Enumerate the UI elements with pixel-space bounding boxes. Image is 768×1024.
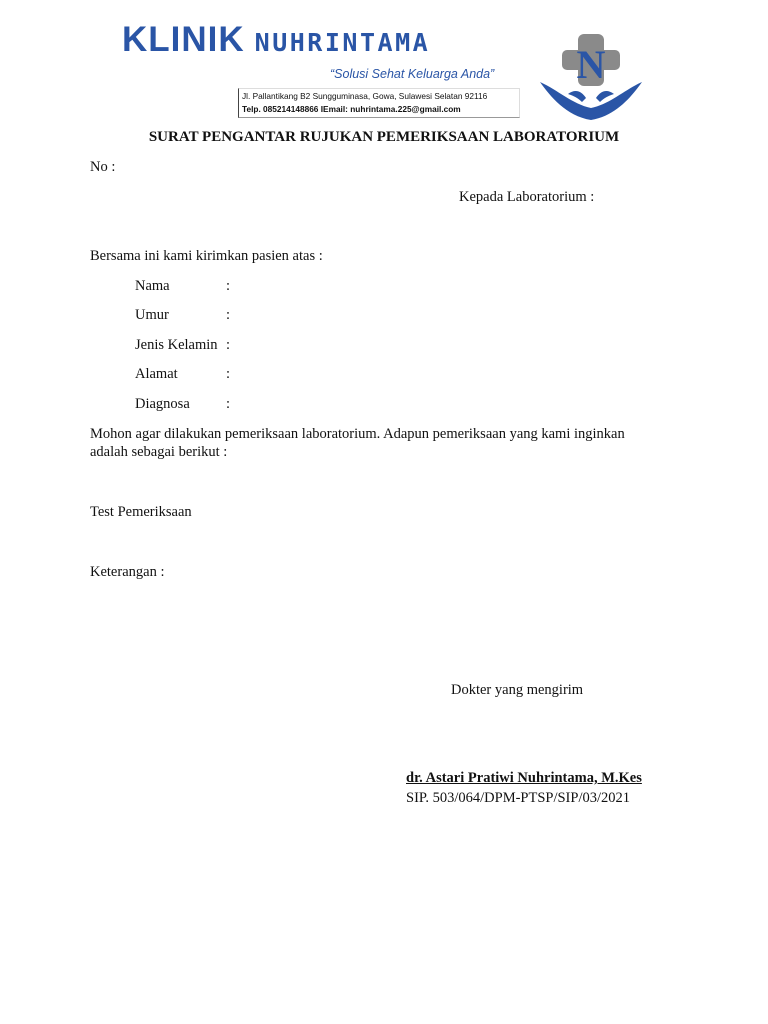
doctor-name: dr. Astari Pratiwi Nuhrintama, M.Kes bbox=[406, 770, 642, 786]
field-diagnosis-colon: : bbox=[226, 396, 231, 412]
clinic-name bbox=[122, 22, 430, 57]
field-age-label: Umur bbox=[135, 307, 169, 323]
field-name-colon: : bbox=[226, 278, 231, 294]
recipient-label: Kepada Laboratorium : bbox=[459, 189, 595, 205]
logo-letter: N bbox=[576, 42, 606, 87]
test-label: Test Pemeriksaan bbox=[90, 504, 192, 520]
sender-label: Dokter yang mengirim bbox=[451, 682, 584, 698]
field-name-label: Nama bbox=[135, 278, 170, 294]
letter-number-label: No : bbox=[90, 159, 116, 175]
intro-text: Bersama ini kami kirimkan pasien atas : bbox=[90, 248, 323, 264]
clinic-phone-email: Telp. 085214148866 IEmail: nuhrintama.225@gmail.com bbox=[242, 104, 461, 114]
field-gender-label: Jenis Kelamin bbox=[135, 337, 218, 353]
clinic-logo-icon bbox=[538, 32, 644, 122]
clinic-tagline: “Solusi Sehat Keluarga Anda” bbox=[330, 67, 495, 81]
notes-label: Keterangan : bbox=[90, 564, 165, 580]
clinic-address: Jl. Pallantikang B2 Sungguminasa, Gowa, Sulawesi Selatan 92116 bbox=[242, 91, 488, 101]
clinic-contact-box bbox=[238, 88, 520, 118]
document-title: SURAT PENGANTAR RUJUKAN PEMERIKSAAN LABORATORIUM bbox=[148, 129, 620, 145]
request-text-line-1: Mohon agar dilakukan pemeriksaan laboratorium. Adapun pemeriksaan yang kami inginkan bbox=[90, 426, 625, 442]
field-age-colon: : bbox=[226, 307, 231, 323]
request-text-line-2: adalah sebagai berikut : bbox=[90, 444, 228, 460]
logo-hands bbox=[540, 82, 642, 120]
doctor-sip: SIP. 503/064/DPM-PTSP/SIP/03/2021 bbox=[406, 790, 631, 806]
field-address-colon: : bbox=[226, 366, 231, 382]
clinic-name-klinik: KLINIK bbox=[122, 20, 245, 59]
field-gender-colon: : bbox=[226, 337, 231, 353]
field-diagnosis-label: Diagnosa bbox=[135, 396, 190, 412]
field-address-label: Alamat bbox=[135, 366, 178, 382]
clinic-name-nuhrintama: NUHRINTAMA bbox=[254, 28, 431, 57]
